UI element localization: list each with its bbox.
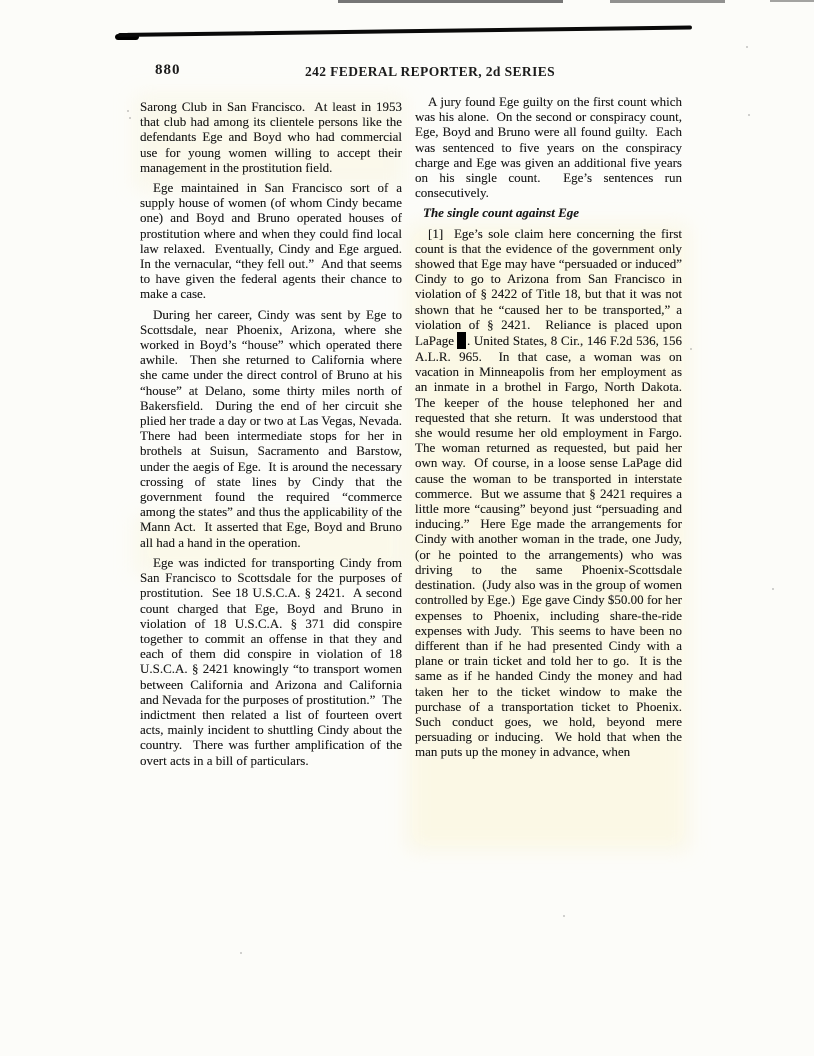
scan-speck — [772, 588, 774, 590]
left-text-column — [140, 99, 409, 773]
opinion-text-after-redaction: . United States, 8 Cir., 146 F.2d 536, 156 A.L.R. 965. In that case, a woman was on vacation in Minneapolis from her employment as an inmate in a brothel in Fargo, North Dakota. The keeper of the house telephoned her and requested that she return. It was understood that she would resume her old employment in Fargo. The woman returned as requested, but paid her own way. Of course, in a loose sense LaPage did cause the woman to be transported in interstate commerce. But we assume that § 2421 requires a little more “causing” beyond just “persuading and inducing.” Here Ege made the arrangements for Cindy with another woman in the trade, one Judy, (or he pointed to the arrangements) who was driving to the same Phoenix-Scottsdale destination. (Judy also was in the group of women controlled by Ege.) Ege gave Cindy $50.00 for her expenses to Phoenix, including share-the-ride expenses with Judy. This seems to have been no different than if he had presented Cindy with a plane or train ticket and told her to go. It is the same as if he handed Cindy the money and had taken her to the ticket window to make the purchase of a transportation ticket to Phoenix. Such conduct goes, we hold, beyond mere persuading or inducing. We hold that when the man puts up the money in advance, when — [415, 333, 689, 760]
running-head-title: 242 FEDERAL REPORTER, 2d SERIES — [304, 64, 556, 79]
paragraph-continuation: Sarong Club in San Francisco. At least in 1953 that club had among its clientele persons like the defendants Ege and Boyd who had commercial use for young women willing to accept their management in the prostitution field. — [140, 99, 406, 175]
scan-speck — [748, 114, 750, 116]
page-number: 880 — [155, 62, 181, 78]
scan-speck — [129, 117, 131, 119]
paragraph: Ege was indicted for transporting Cindy from San Francisco to Scottsdale for the purposes of prostitution. See 18 U.S.C.A. § 2421. A second count charged that Ege, Boyd and Bruno in violation of 18 U.S.C.A. § 371 did conspire together to commit an offense in that they and each of them did conspire in violation of 18 U.S.C.A. § 2421 knowingly “to transport women between California and Arizona and California and Nevada for the purposes of prostitution.” The indictment then related a list of fourteen overt acts, mainly incident to shuttling Cindy about the country. There was further amplification of the overt acts in a bill of particulars. — [140, 554, 406, 768]
opinion-text-before-redaction: [1] Ege’s sole claim here concerning the first count is that the evidence of the government only showed that Ege may have “persuaded or induced” Cindy to go to Arizona from San Francisco in violation of § 2422 of Title 18, but that it was not shown that he “caused her to be transported,” a violation of § 2421. Reliance is placed upon LaPage — [415, 225, 686, 349]
scan-speck — [690, 348, 692, 350]
ink-redaction-mark — [457, 332, 466, 349]
paragraph: A jury found Ege guilty on the first count which was his alone. On the second or conspiracy count, Ege, Boyd and Bruno were all found guilty. Each was sentenced to five years on the conspiracy charge and Ege was given an additional five years on his single count. Ege’s sentences run consecutively. — [415, 94, 686, 201]
scan-artifact-top-edge-mark — [610, 0, 725, 3]
scan-artifact-top-edge-mark — [770, 0, 814, 2]
scan-artifact-horizontal-line — [118, 25, 692, 37]
paragraph: Ege maintained in San Francisco sort of a supply house of women (of whom Cindy became one) and Boyd and Bruno operated houses of prostitution where and when they could find local law relaxed. Eventually, Cindy and Ege argued. In the vernacular, “they fell out.” And that seems to have given the federal agents their chance to make a case. — [140, 180, 409, 302]
section-heading: The single count against Ege — [423, 205, 580, 221]
scan-artifact-top-edge-mark — [338, 0, 563, 3]
scan-speck — [240, 952, 242, 954]
scan-speck — [563, 915, 565, 917]
scan-speck — [746, 46, 748, 48]
scan-speck — [127, 110, 129, 112]
paragraph-opinion — [415, 225, 689, 760]
paragraph: During her career, Cindy was sent by Ege to Scottsdale, near Phoenix, Arizona, where she worked in Boyd’s “house” which operated there awhile. Then she returned to California where she came under the direct control of Bruno at his “house” at Delano, some thirty miles north of Bakersfield. During the end of her circuit she plied her trade a day or two at Las Vegas, Nevada. There had been intermediate stops for her in brothels at Suisun, Sacramento and Barstow, under the aegis of Ege. It is around the necessary crossing of state lines by Cindy that the government found the required “commerce among the states” and thus the applicability of the Mann Act. It asserted that Ege, Boyd and Bruno all had a hand in the operation. — [140, 306, 409, 550]
right-text-column — [415, 94, 689, 765]
